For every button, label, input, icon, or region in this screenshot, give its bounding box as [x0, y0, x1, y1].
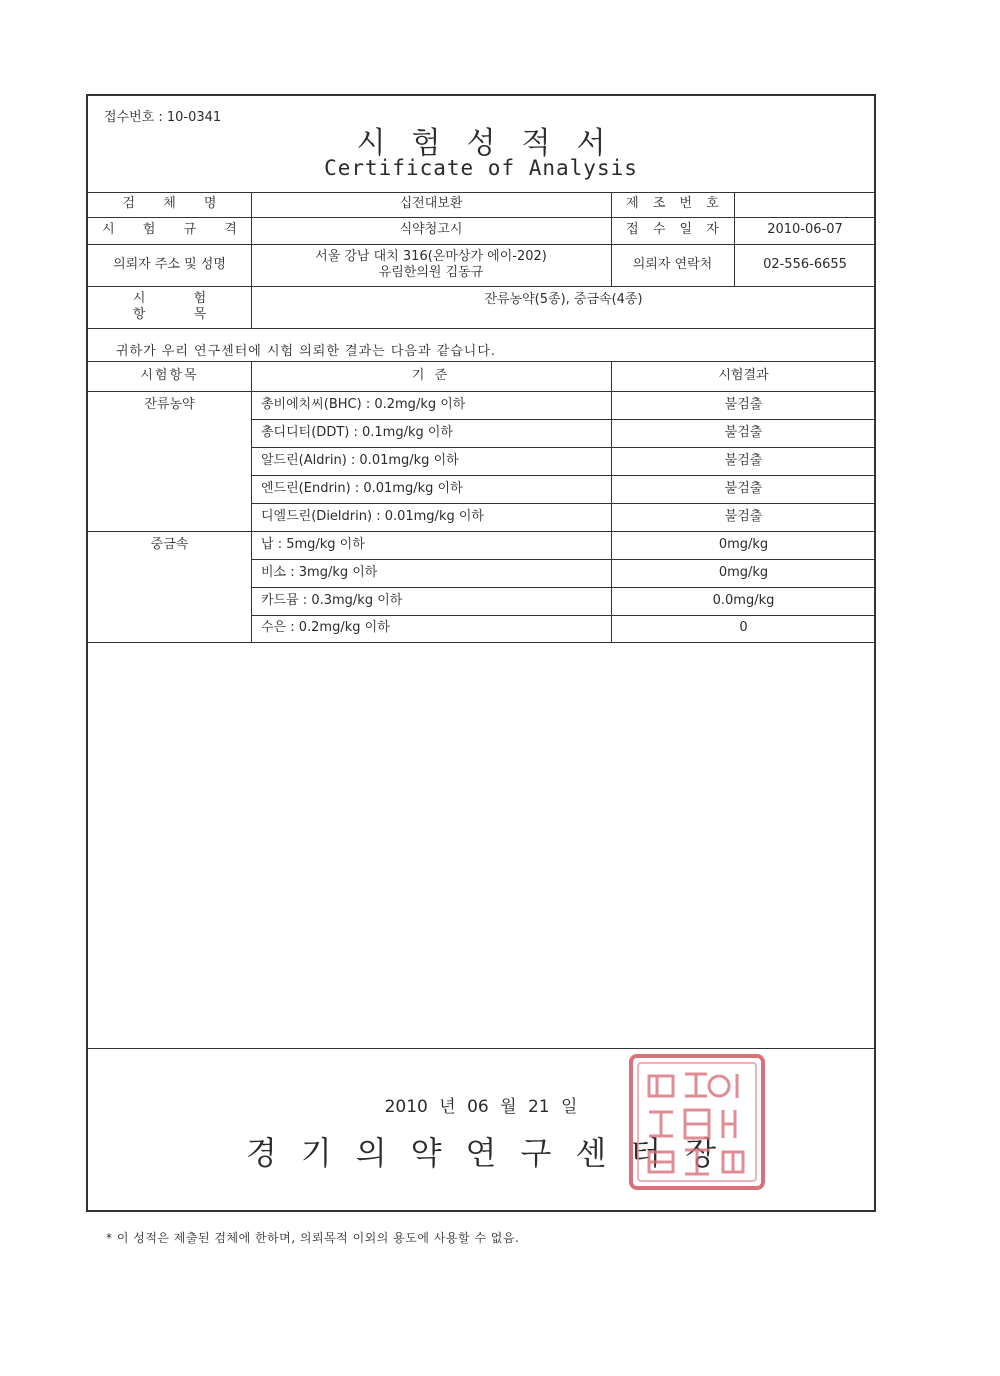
issuing-organization: 경기의약연구센터장	[245, 1134, 741, 1172]
standard-cell: 총비에치씨(BHC) : 0.2mg/kg 이하	[261, 396, 466, 412]
sample-name-value: 십전대보환	[399, 196, 463, 212]
notice-text: 귀하가 우리 연구센터에 시험 의뢰한 결과는 다음과 같습니다.	[116, 344, 497, 359]
certificate-frame	[86, 94, 876, 1212]
official-seal-icon	[627, 1052, 767, 1192]
client-value	[251, 244, 611, 286]
category-pesticides: 잔류농약	[144, 396, 195, 412]
result-cell: 0.0mg/kg	[712, 592, 775, 608]
result-cell: 불검출	[724, 424, 763, 440]
result-cell: 0	[739, 620, 748, 636]
title-english: Certificate of Analysis	[324, 156, 638, 180]
certificate-header	[88, 96, 874, 193]
sample-name-label: 검 체 명	[122, 196, 229, 212]
standard-cell: 납 : 5mg/kg 이하	[261, 536, 365, 552]
column-header-item: 시험항목	[140, 367, 199, 383]
result-cell: 불검출	[724, 508, 763, 524]
column-header-result: 시험결과	[718, 367, 769, 383]
client-address: 서울 강남 대치 316(온마상가 에이-202)	[315, 248, 547, 264]
lot-number-label: 제 조 번 호	[626, 196, 724, 212]
category-heavy-metals: 중금속	[150, 536, 189, 552]
client-name: 유림한의원 김동규	[378, 265, 484, 280]
test-spec-label: 시 험 규 격	[102, 222, 249, 238]
contact-label: 의뢰자 연락처	[632, 256, 713, 272]
result-cell: 불검출	[724, 452, 763, 468]
issue-date: 2010 년 06 월 21 일	[384, 1097, 578, 1117]
divider	[88, 1048, 874, 1049]
standard-cell: 디엘드린(Dieldrin) : 0.01mg/kg 이하	[261, 508, 484, 524]
divider	[88, 642, 874, 643]
column-header-standard: 기 준	[411, 367, 451, 383]
test-spec-value: 식약청고시	[399, 222, 463, 238]
footnote: * 이 성적은 제출된 검체에 한하며, 의뢰목적 이외의 용도에 사용할 수 없음.	[106, 1231, 520, 1245]
standard-cell: 알드린(Aldrin) : 0.01mg/kg 이하	[261, 452, 459, 468]
result-cell: 불검출	[724, 396, 763, 412]
result-cell: 0mg/kg	[718, 536, 769, 552]
contact-value: 02-556-6655	[763, 256, 847, 272]
standard-cell: 총디디티(DDT) : 0.1mg/kg 이하	[261, 424, 453, 440]
standard-cell: 카드뮴 : 0.3mg/kg 이하	[261, 592, 403, 608]
result-cell: 0mg/kg	[718, 564, 769, 580]
test-items-label: 시 험 항 목	[132, 290, 229, 322]
test-items-value: 잔류농약(5종), 중금속(4종)	[484, 291, 643, 307]
client-label: 의뢰자 주소 및 성명	[113, 256, 226, 272]
receipt-date-label: 접 수 일 자	[626, 222, 724, 238]
result-cell: 불검출	[724, 480, 763, 496]
receipt-date-value: 2010-06-07	[767, 222, 843, 238]
title-korean: 시험성적서	[356, 126, 632, 161]
standard-cell: 수은 : 0.2mg/kg 이하	[261, 620, 390, 636]
divider	[88, 328, 874, 329]
lot-number-value	[734, 192, 876, 217]
standard-cell: 엔드린(Endrin) : 0.01mg/kg 이하	[261, 480, 463, 496]
receipt-number: 접수번호 : 10-0341	[104, 110, 222, 125]
standard-cell: 비소 : 3mg/kg 이하	[261, 564, 378, 580]
